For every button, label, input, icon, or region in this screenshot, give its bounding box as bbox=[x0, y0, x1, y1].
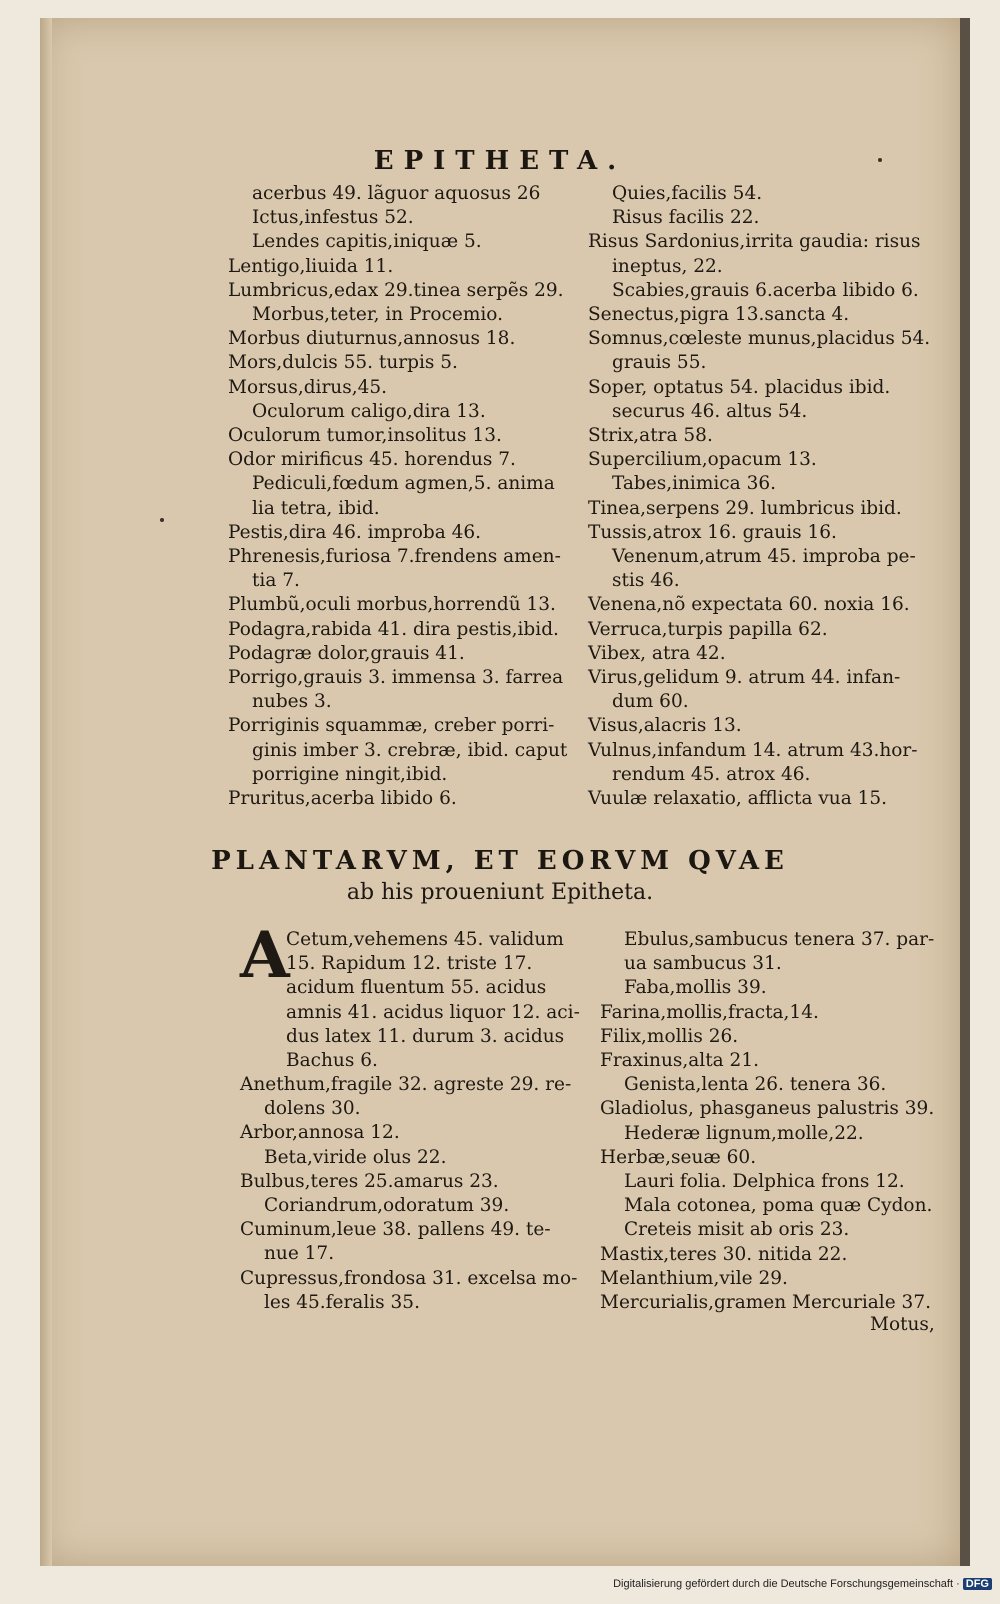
entry-line: Oculorum tumor,insolitus 13. bbox=[228, 425, 502, 447]
entry-line: Melanthium,vile 29. bbox=[600, 1267, 788, 1289]
entry-line: Tussis,atrox 16. grauis 16. bbox=[588, 521, 837, 543]
entry-line: Gladiolus, phasganeus palustris 39. bbox=[600, 1098, 935, 1120]
entry-line: Phrenesis,furiosa 7.frendens amen- bbox=[228, 546, 561, 568]
entry-line: Senectus,pigra 13.sancta 4. bbox=[588, 304, 850, 326]
column-right-lower bbox=[600, 928, 934, 1315]
entry-line: securus 46. altus 54. bbox=[612, 400, 808, 422]
section-title bbox=[40, 846, 960, 905]
entry-line: Vibex, atra 42. bbox=[588, 642, 726, 664]
entry-line: Pruritus,acerba libido 6. bbox=[228, 788, 457, 810]
entry-line: Mala cotonea, poma quæ Cydon. bbox=[624, 1195, 933, 1217]
entry-line: Anethum,fragile 32. agreste 29. re- bbox=[240, 1074, 572, 1095]
entry-line: acerbus 49. lãguor aquosus 26 bbox=[252, 183, 541, 204]
entry-line: Virus,gelidum 9. atrum 44. infan- bbox=[588, 667, 901, 689]
page-header: EPITHETA. bbox=[373, 146, 627, 176]
entry-line: Arbor,annosa 12. bbox=[240, 1122, 400, 1144]
entry-line: tia 7. bbox=[252, 570, 300, 592]
entry-line: Supercilium,opacum 13. bbox=[588, 449, 817, 471]
entry-line: Creteis misit ab oris 23. bbox=[624, 1219, 850, 1241]
entry-line: dum 60. bbox=[612, 691, 689, 713]
digitization-footer bbox=[0, 1578, 1000, 1590]
entry-line: Mercurialis,gramen Mercuriale 37. bbox=[600, 1292, 931, 1314]
entry-line: Filix,mollis 26. bbox=[600, 1025, 739, 1047]
entry-line: Farina,mollis,fracta,14. bbox=[600, 1001, 819, 1023]
entry-line: Bachus 6. bbox=[286, 1050, 378, 1072]
entry-line: ginis imber 3. crebræ, ibid. caput bbox=[252, 739, 568, 761]
entry-line: Lauri folia. Delphica frons 12. bbox=[624, 1171, 905, 1193]
entry-line: Genista,lenta 26. tenera 36. bbox=[624, 1074, 887, 1096]
entry-line: Lendes capitis,iniquæ 5. bbox=[252, 231, 482, 253]
entry-line: Pediculi,fœdum agmen,5. anima bbox=[252, 473, 555, 495]
ink-speck bbox=[878, 158, 882, 162]
entry-line: Hederæ lignum,molle,22. bbox=[624, 1122, 864, 1144]
catchword: Motus, bbox=[870, 1314, 935, 1335]
entry-line: Pestis,dira 46. improba 46. bbox=[228, 521, 482, 543]
column-left-lower-lead bbox=[286, 928, 580, 1073]
entry-line: Mors,dulcis 55. turpis 5. bbox=[228, 352, 458, 374]
entry-line: Morsus,dirus,45. bbox=[228, 376, 388, 398]
entry-line: rendum 45. atrox 46. bbox=[612, 763, 811, 785]
entry-line: porrigine ningit,ibid. bbox=[252, 763, 448, 785]
entry-line: acidum fluentum 55. acidus bbox=[286, 977, 547, 999]
entry-line: Verruca,turpis papilla 62. bbox=[588, 618, 828, 640]
entry-line: dolens 30. bbox=[264, 1098, 361, 1120]
column-left-lower bbox=[240, 1073, 577, 1315]
entry-line: Herbæ,seuæ 60. bbox=[600, 1146, 757, 1168]
entry-line: Lumbricus,edax 29.tinea serpẽs 29. bbox=[228, 279, 564, 301]
book-page bbox=[40, 18, 970, 1566]
entry-line: amnis 41. acidus liquor 12. aci- bbox=[286, 1001, 580, 1023]
entry-line: Odor mirificus 45. horendus 7. bbox=[228, 449, 516, 471]
entry-line: Bulbus,teres 25.amarus 23. bbox=[240, 1170, 499, 1192]
ink-speck bbox=[160, 518, 164, 522]
entry-line: Cetum,vehemens 45. validum bbox=[286, 929, 564, 950]
footer-text: Digitalisierung gefördert durch die Deutsche Forschungsgemeinschaft · bbox=[613, 1578, 960, 1590]
entry-line: nubes 3. bbox=[252, 691, 332, 713]
entry-line: Oculorum caligo,dira 13. bbox=[252, 400, 486, 422]
entry-line: grauis 55. bbox=[612, 352, 707, 374]
entry-line: Visus,alacris 13. bbox=[588, 715, 742, 737]
entry-line: Somnus,cœleste munus,placidus 54. bbox=[588, 328, 931, 350]
column-right-upper bbox=[588, 182, 930, 811]
entry-line: Soper, optatus 54. placidus ibid. bbox=[588, 376, 891, 398]
entry-line: Risus facilis 22. bbox=[612, 207, 760, 229]
entry-line: Beta,viride olus 22. bbox=[264, 1146, 447, 1168]
entry-line: Coriandrum,odoratum 39. bbox=[264, 1195, 510, 1217]
section-title-line-2: ab his proueniunt Epitheta. bbox=[346, 880, 654, 905]
entry-line: Ebulus,sambucus tenera 37. par- bbox=[624, 929, 935, 950]
entry-line: Vuulæ relaxatio, afflicta vua 15. bbox=[588, 788, 888, 810]
entry-line: lia tetra, ibid. bbox=[252, 497, 380, 519]
entry-line: Strix,atra 58. bbox=[588, 425, 713, 447]
entry-line: Scabies,grauis 6.acerba libido 6. bbox=[612, 279, 919, 301]
entry-line: Ictus,infestus 52. bbox=[252, 207, 414, 229]
entry-line: Quies,facilis 54. bbox=[612, 183, 763, 204]
entry-line: Plumbũ,oculi morbus,horrendũ 13. bbox=[228, 594, 556, 616]
entry-line: nue 17. bbox=[264, 1243, 335, 1265]
drop-cap: A bbox=[240, 918, 290, 993]
entry-line: Cupressus,frondosa 31. excelsa mo- bbox=[240, 1267, 578, 1289]
entry-line: Podagra,rabida 41. dira pestis,ibid. bbox=[228, 618, 559, 640]
entry-line: Lentigo,liuida 11. bbox=[228, 255, 394, 277]
page-edge bbox=[40, 18, 52, 1566]
entry-line: ineptus, 22. bbox=[612, 255, 723, 277]
entry-line: Morbus,teter, in Procemio. bbox=[252, 304, 503, 326]
entry-line: Faba,mollis 39. bbox=[624, 977, 767, 999]
entry-line: ua sambucus 31. bbox=[624, 953, 782, 975]
entry-line: Porrigo,grauis 3. immensa 3. farrea bbox=[228, 667, 564, 689]
entry-line: Morbus diuturnus,annosus 18. bbox=[228, 328, 516, 350]
entry-line: Porriginis squammæ, creber porri- bbox=[228, 715, 555, 737]
entry-line: Tinea,serpens 29. lumbricus ibid. bbox=[588, 497, 902, 519]
entry-line: stis 46. bbox=[612, 570, 680, 592]
entry-line: Cuminum,leue 38. pallens 49. te- bbox=[240, 1219, 551, 1241]
entry-line: Venenum,atrum 45. improba pe- bbox=[612, 546, 916, 568]
dfg-logo: DFG bbox=[963, 1578, 992, 1590]
entry-line: Fraxinus,alta 21. bbox=[600, 1050, 759, 1072]
entry-line: Podagræ dolor,grauis 41. bbox=[228, 642, 465, 664]
entry-line: 15. Rapidum 12. triste 17. bbox=[286, 953, 533, 975]
entry-line: Vulnus,infandum 14. atrum 43.hor- bbox=[588, 739, 918, 761]
entry-line: Tabes,inimica 36. bbox=[612, 473, 776, 495]
entry-line: Venena,nõ expectata 60. noxia 16. bbox=[588, 594, 910, 616]
entry-line: dus latex 11. durum 3. acidus bbox=[286, 1025, 565, 1047]
section-title-line-1: PLANTARVM, ET EORVM QVAE bbox=[211, 846, 789, 876]
entry-line: Risus Sardonius,irrita gaudia: risus bbox=[588, 231, 921, 253]
entry-line: Mastix,teres 30. nitida 22. bbox=[600, 1243, 848, 1265]
column-left-upper bbox=[228, 182, 567, 811]
entry-line: les 45.feralis 35. bbox=[264, 1291, 420, 1313]
